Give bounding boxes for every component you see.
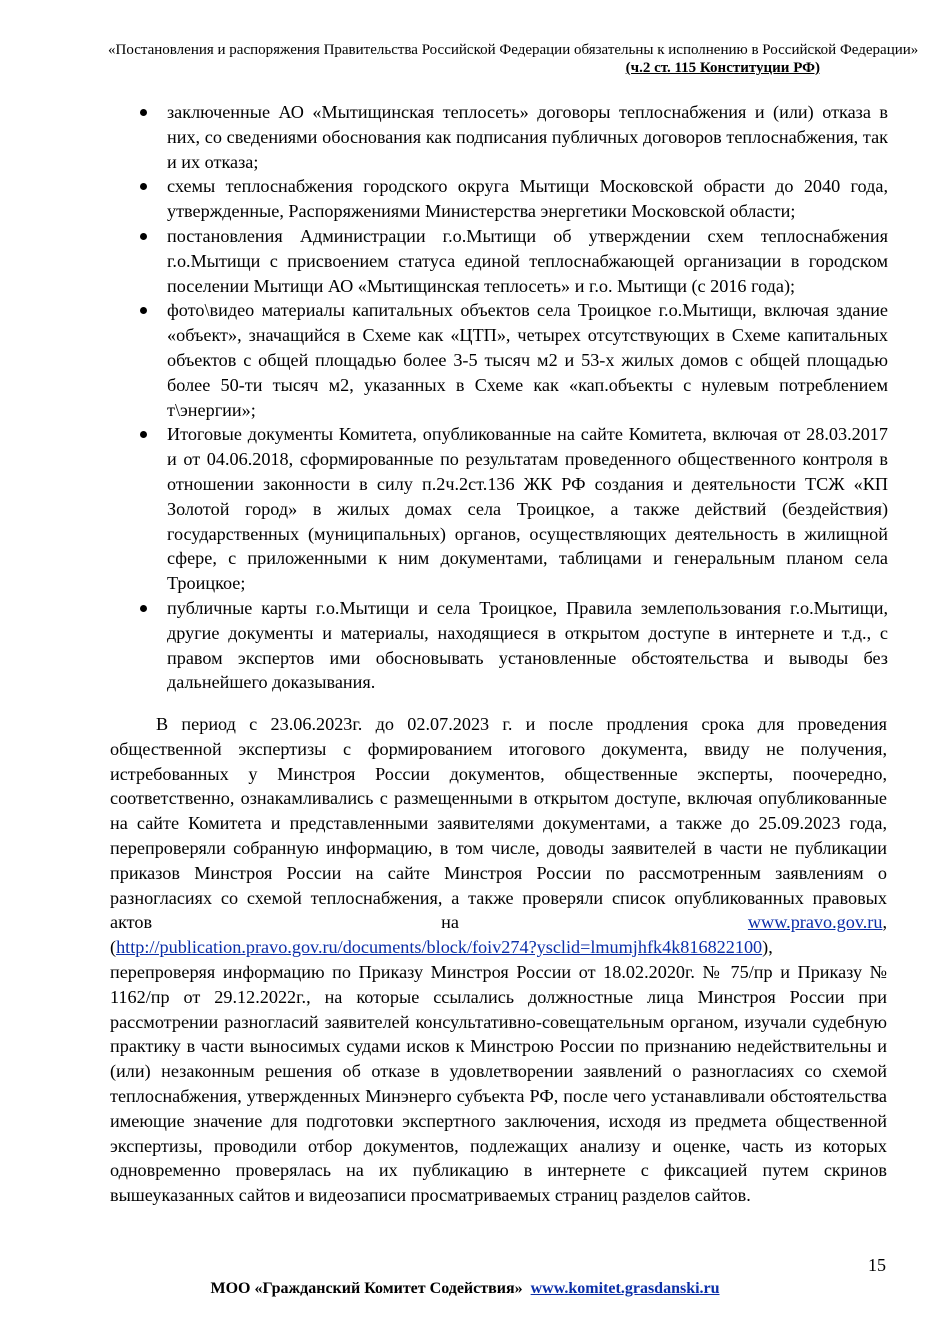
page-number: 15 [868, 1255, 886, 1275]
paragraph-link-line [110, 935, 887, 960]
list-item-text: постановления Администрации г.о.Мытищи об утверждении схем теплоснабжения г.о.Мытищи с присвоением статуса единой теплоснабжающей организации в городском поселении Мытищи АО «Мытищинская теплосеть» и г.о. Мытищи (с 2016 года); [167, 225, 888, 296]
list-item [138, 174, 888, 224]
header-constitution-reference: (ч.2 ст. 115 Конституции РФ) [625, 60, 820, 76]
link2-prefix: ( [110, 937, 117, 958]
footer [0, 1280, 930, 1298]
list-item [138, 422, 888, 596]
paragraph-text-1: В период с 23.06.2023г. до 02.07.2023 г. и после продления срока для проведения общественной экспертизы с формированием итогового документа, ввиду не получения, истребованных у Минстроя России документов, общественные эксперты, поочередно, соответственно, ознакамливались с размещенными в открытом доступе, включая опубликованные на сайте Комитета и представленными заявителями документами, а также до 25.09.2023 года, перепроверяли собранную информацию, в том числе, доводы заявителей в части не публикации приказов Минстроя России на сайте Минстроя России по рассмотренным заявлениям о разногласиях со схемой теплоснабжения, а также проверяли список опубликованных правовых актов на [110, 714, 887, 933]
paragraph-part-2: перепроверяя информацию по Приказу Минстроя России от 18.02.2020г. № 75/пр и Приказу № 1162/пр от 29.12.2022г., на которые ссылались должностные лица Минстроя России при рассмотрении разногласий заявителей консультативно-совещательным органом, изучали судебную практику в части выносимых судами исков к Минстрою России по признанию недействительны и (или) незаконным решения об отказе в удовлетворении заявлений о разногласиях со схемой теплоснабжения, утвержденных Минэнерго субъекта РФ, после чего устанавливали обстоятельства имеющие значение для подготовки экспертного заключения, исходя из предмета общественной экспертизы, проводили отбор документов, подлежащих анализу и оценке, часть из которых одновременно проверялась на их публикацию в интернете с фиксацией путем скринов вышеуказанных сайтов и видеозаписи просматриваемых страниц разделов сайтов. [110, 961, 887, 1206]
list-item [138, 298, 888, 422]
list-item [138, 596, 888, 695]
header-quote: «Постановления и распоряжения Правительства Российской Федерации обязательны к исполнению в Российской Федерации» [108, 42, 919, 58]
pravo-gov-link[interactable]: www.pravo.gov.ru [747, 912, 883, 933]
bullet-icon [140, 307, 147, 314]
list-item [138, 100, 888, 174]
link2-suffix: ), [762, 937, 773, 958]
footer-site-link[interactable]: www.komitet.grasdanski.ru [530, 1280, 720, 1297]
body-paragraph [110, 712, 887, 1208]
paragraph-part-1 [110, 712, 887, 935]
list-item-text: схемы теплоснабжения городского округа Мытищи Московской обрасти до 2040 года, утвержденные, Распоряжениями Министерства энергетики Московской области; [167, 176, 888, 222]
bullet-icon [140, 605, 147, 612]
bullet-icon [140, 109, 147, 116]
list-item-text: заключенные АО «Мытищинская теплосеть» договоры теплоснабжения и (или) отказа в них, со сведениями обоснования как подписания публичных договоров теплоснабжения, так и их отказа; [167, 102, 888, 172]
bullet-icon [140, 183, 147, 190]
bullet-icon [140, 233, 147, 240]
list-item-text: публичные карты г.о.Мытищи и села Троицкое, Правила землепользования г.о.Мытищи, другие документы и материалы, находящиеся в открытом доступе в интернете и т.д., с правом экспертов ими обосновывать установленные обстоятельства и выводы без дальнейшего доказывания. [167, 597, 888, 693]
bullet-list [138, 100, 888, 695]
bullet-icon [140, 431, 147, 438]
publication-pravo-link[interactable]: http://publication.pravo.gov.ru/documents/block/foiv274?ysclid=lmumjhfk4k816822100 [116, 937, 763, 958]
list-item-text: фото\видео материалы капитальных объектов села Троицкое г.о.Мытищи, включая здание «объект», значащийся в Схеме как «ЦТП», четырех отсутствующих в Схеме капитальных объектов с общей площадью более 3-5 тысяч м2 и 53-х жилых домов с общей площадью более 50-ти тысяч м2, указанных в Схеме как «кап.объекты с нулевым потреблением т\энергии»; [167, 300, 888, 420]
list-item [138, 224, 888, 298]
link1-suffix: , [882, 912, 887, 933]
footer-organization: МОО «Гражданский Комитет Содействия» [210, 1280, 523, 1297]
list-item-text: Итоговые документы Комитета, опубликованные на сайте Комитета, включая от 28.03.2017 и от 04.06.2018, сформированные по результатам проведенного общественного контроля в отношении законности в силу п.2ч.2ст.136 ЖК РФ создания и деятельности ТСЖ «КП Золотой город» в жилых домах села Троицкое, а также действий (бездействия) государственных (муниципальных) органов, осуществляющих деятельность в жилищной сфере, с приложенными к ним документами, таблицами и генеральным планом села Троицкое; [167, 424, 888, 594]
